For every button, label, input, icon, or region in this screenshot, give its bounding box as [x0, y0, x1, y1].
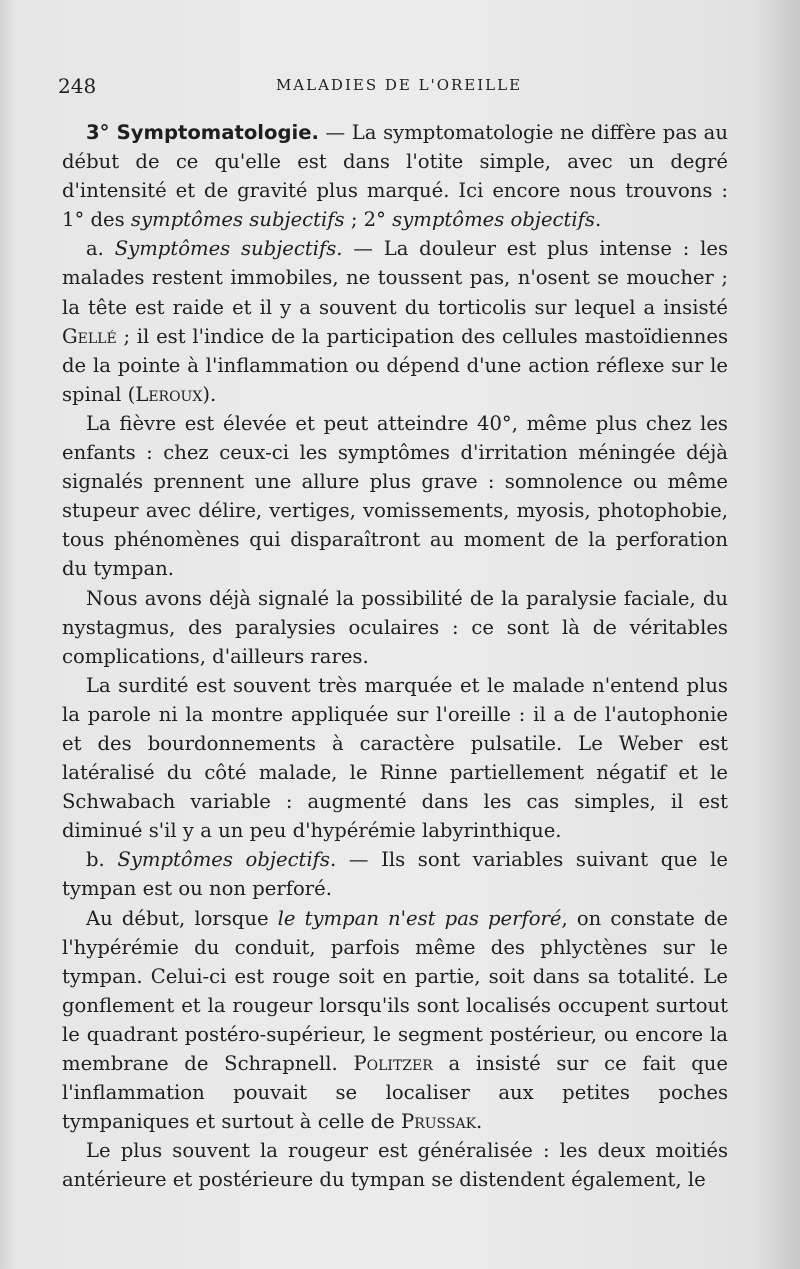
paragraph-objective-symptoms: [62, 845, 728, 903]
italic-run: symptômes subjectifs: [130, 208, 345, 232]
paragraph-symptomatology: [62, 118, 728, 234]
page-header: [58, 74, 740, 102]
running-title: MALADIES DE L'OREILLE: [275, 76, 523, 94]
author-name: Gellé: [62, 324, 117, 348]
paragraph-tympanum-not-perforated: [62, 904, 728, 1137]
author-name: Leroux: [135, 382, 203, 406]
text-run: — La symptomatologie ne diffère pas au début de ce qu'elle est dans l'otite simple, avec un degré d'intensité et de gravité plus marqué. Ici encore nous trouvons : 1° des: [62, 121, 728, 232]
section-title: Symptomatologie.: [116, 121, 319, 144]
paragraph-complications: Nous avons déjà signalé la possibilité de la paralysie faciale, du nystagmus, des paralysies oculaires : ce sont là de véritables complications, d'ailleurs rares.: [62, 586, 728, 668]
italic-run: Symptômes subjectifs.: [114, 237, 343, 261]
author-name: Politzer: [353, 1052, 433, 1075]
text-run: .: [476, 1110, 483, 1134]
text-run: Au début, lorsque: [86, 906, 278, 930]
text-run: ; il est l'indice de la participation des cellules mastoïdiennes de la pointe à l'inflammation ou dépend d'une action réflexe sur le spinal (: [62, 324, 728, 406]
italic-run: le tympan n'est pas perforé: [277, 906, 562, 930]
italic-run: Symptômes objectifs.: [117, 848, 337, 872]
text-run: b.: [86, 848, 118, 872]
text-run: a.: [86, 237, 115, 261]
text-run: a insisté sur ce fait que l'inflammation pouvait se localiser aux petites poches tympaniques et surtout à celle de: [62, 1052, 729, 1134]
paragraph-deafness: La surdité est souvent très marquée et le malade n'entend plus la parole ni la montre appliquée sur l'oreille : il a de l'autophonie et des bourdonnements à caractère pulsatile. Le Weber est latéralisé du côté malade, le Rinne partiellement négatif et le Schwabach variable : augmenté dans les cas simples, il est diminué s'il y a un peu d'hypérémie labyrinthique.: [62, 673, 728, 843]
text-run: — La douleur est plus intense : les malades restent immobiles, ne toussent pas, n'osent se moucher ; la tête est raide et il y a souvent du torticolis sur lequel a insisté: [62, 237, 729, 319]
text-run: — Ils sont variables suivant que le tympan est ou non perforé.: [62, 848, 728, 901]
section-number: 3°: [86, 121, 117, 144]
paragraph-subjective-symptoms: [62, 234, 728, 409]
author-name: Prussak: [401, 1110, 477, 1134]
text-run: , on constate de l'hypérémie du conduit, parfois même des phlyctènes sur le tympan. Celui-ci est rouge soit en partie, soit dans sa totalité. Le gonflement et la rougeur lorsqu'ils sont localisés occupent surtout le quadrant postéro-supérieur, le segment postérieur, ou encore la membrane de Schrapnell.: [62, 906, 729, 1075]
text-run: ; 2°: [344, 208, 393, 232]
text-run: .: [594, 208, 602, 232]
italic-run: symptômes objectifs: [392, 208, 595, 232]
paragraph-fever: La fièvre est élevée et peut atteindre 40°, même plus chez les enfants : chez ceux-ci les symptômes d'irritation méningée déjà signalés prennent une allure plus grave : somnolence ou même stupeur avec délire, vertiges, vomissements, myosis, photophobie, tous phénomènes qui disparaîtront au moment de la perforation du tympan.: [62, 411, 728, 581]
text-run: ).: [202, 382, 217, 406]
paragraph-generalized-redness: Le plus souvent la rougeur est généralisée : les deux moitiés antérieure et postérieure du tympan se distendent également, le: [62, 1139, 728, 1192]
page-number: 248: [58, 74, 97, 98]
page-body: [62, 118, 728, 1194]
